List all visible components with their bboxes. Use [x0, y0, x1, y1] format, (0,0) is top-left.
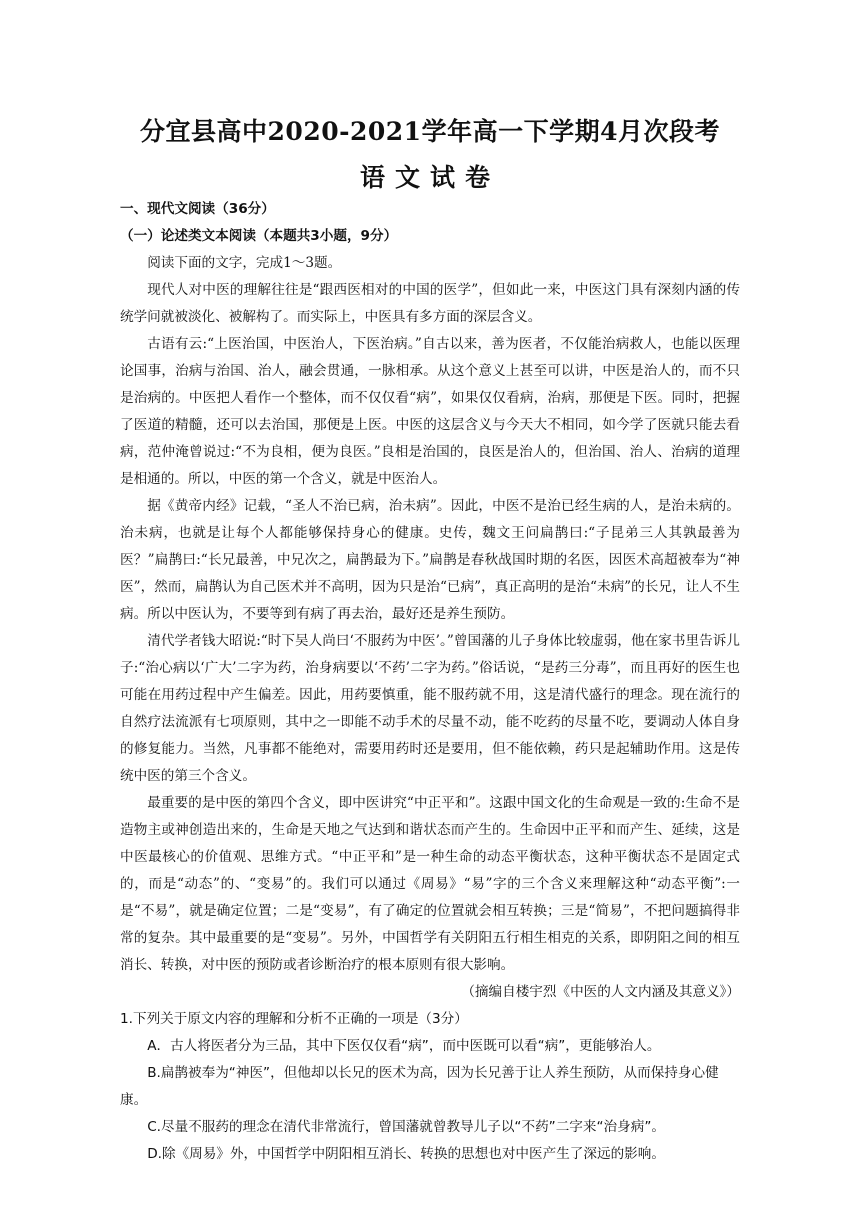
- passage-paragraph: 据《黄帝内经》记载，“圣人不治已病，治未病”。因此，中医不是治已经生病的人，是治未病的。治未病，也就是让每个人都能够保持身心的健康。史传，魏文王问扁鹊曰:“子昆弟三人其孰最善为医？”扁鹊曰:“长兄最善，中兄次之，扁鹊最为下。”扁鹊是春秋战国时期的名医，因医术高超被奉为“神医”，然而，扁鹊认为自己医术并不高明，因为只是治“已病”，真正高明的是治“未病”的长兄，让人不生病。所以中医认为，不要等到有病了再去治，最好还是养生预防。: [120, 498, 740, 622]
- passage-paragraph: 清代学者钱大昭说:“时下吴人尚曰‘不服药为中医’。”曾国藩的儿子身体比较虚弱，他在家书里告诉儿子:“治心病以‘广大’二字为药，治身病要以‘不药’二字为药。”俗话说，“是药三分毒”，而且再好的医生也可能在用药过程中产生偏差。因此，用药要慎重，能不服药就不用，这是清代盛行的理念。现在流行的自然疗法流派有七项原则，其中之一即能不动手术的尽量不动，能不吃药的尽量不吃，要调动人体自身的修复能力。当然，凡事都不能绝对，需要用药时还是要用，但不能依赖，药只是起辅助作用。这是传统中医的第三个含义。: [120, 633, 740, 784]
- question-option-a: A．古人将医者分为三品，其中下医仅仅看“病”，而中医既可以看“病”，更能够治人。: [147, 1038, 661, 1054]
- exam-title: 分宜县高中2020-2021学年高一下学期4月次段考: [140, 117, 720, 146]
- passage-paragraph: 最重要的是中医的第四个含义，即中医讲究“中正平和”。这跟中国文化的生命观是一致的:生命不是造物主或神创造出来的，生命是天地之气达到和谐状态而产生的。生命因中正平和而产生、延续，这是中医最核心的价值观、思维方式。“中正平和”是一种生命的动态平衡状态，这种平衡状态不是固定式的，而是“动态”的、“变易”的。我们可以通过《周易》“易”字的三个含义来理解这种“动态平衡”:一是“不易”，就是确定位置；二是“变易”，有了确定的位置就会相互转换；三是“简易”，不把问题搞得非常的复杂。其中最重要的是“变易”。另外，中国哲学有关阴阳五行相生相克的关系，即阴阳之间的相互消长、转换，对中医的预防或者诊断治疗的根本原则有很大影响。: [120, 795, 740, 973]
- question-option-c: C.尽量不服药的理念在清代非常流行，曾国藩就曾教导儿子以“不药”二字来“治身病”。: [147, 1119, 665, 1135]
- question-stem: 1.下列关于原文内容的理解和分析不正确的一项是（3分）: [120, 1011, 468, 1027]
- passage-paragraph: 古语有云:“上医治国，中医治人，下医治病。”自古以来，善为医者，不仅能治病救人，也能以医理论国事，治病与治国、治人，融会贯通，一脉相承。从这个意义上甚至可以讲，中医是治人的，而不只是治病的。中医把人看作一个整体，而不仅仅看“病”，如果仅仅看病，治病，那便是下医。同时，把握了医道的精髓，还可以去治国，那便是上医。中医的这层含义与今天大不相同，如今学了医就只能去看病，范仲淹曾说过:“不为良相，便为良医。”良相是治国的，良医是治人的，但治国、治人、治病的道理是相通的。所以，中医的第一个含义，就是中医治人。: [120, 336, 740, 487]
- question-option-b: B.扁鹊被奉为“神医”，但他却以长兄的医术为高，因为长兄善于让人养生预防，从而保持身心健康。: [120, 1065, 719, 1108]
- section-heading: 一、现代文阅读（36分）: [120, 201, 275, 217]
- passage-paragraph: 现代人对中医的理解往往是“跟西医相对的中国的医学”，但如此一来，中医这门具有深刻内涵的传统学问就被淡化、被解构了。而实际上，中医具有多方面的深层含义。: [120, 282, 740, 325]
- exam-subtitle: 语文试卷: [359, 163, 500, 192]
- section-sub-heading: （一）论述类文本阅读（本题共3小题，9分）: [120, 228, 398, 244]
- exam-content: [120, 196, 740, 1168]
- question-option-d: D.除《周易》外，中国哲学中阴阳相互消长、转换的思想也对中医产生了深远的影响。: [147, 1146, 665, 1162]
- passage-source: （摘编自楼宇烈《中医的人文内涵及其意义》）: [461, 984, 740, 1000]
- reading-instruction: 阅读下面的文字，完成1～3题。: [147, 255, 342, 271]
